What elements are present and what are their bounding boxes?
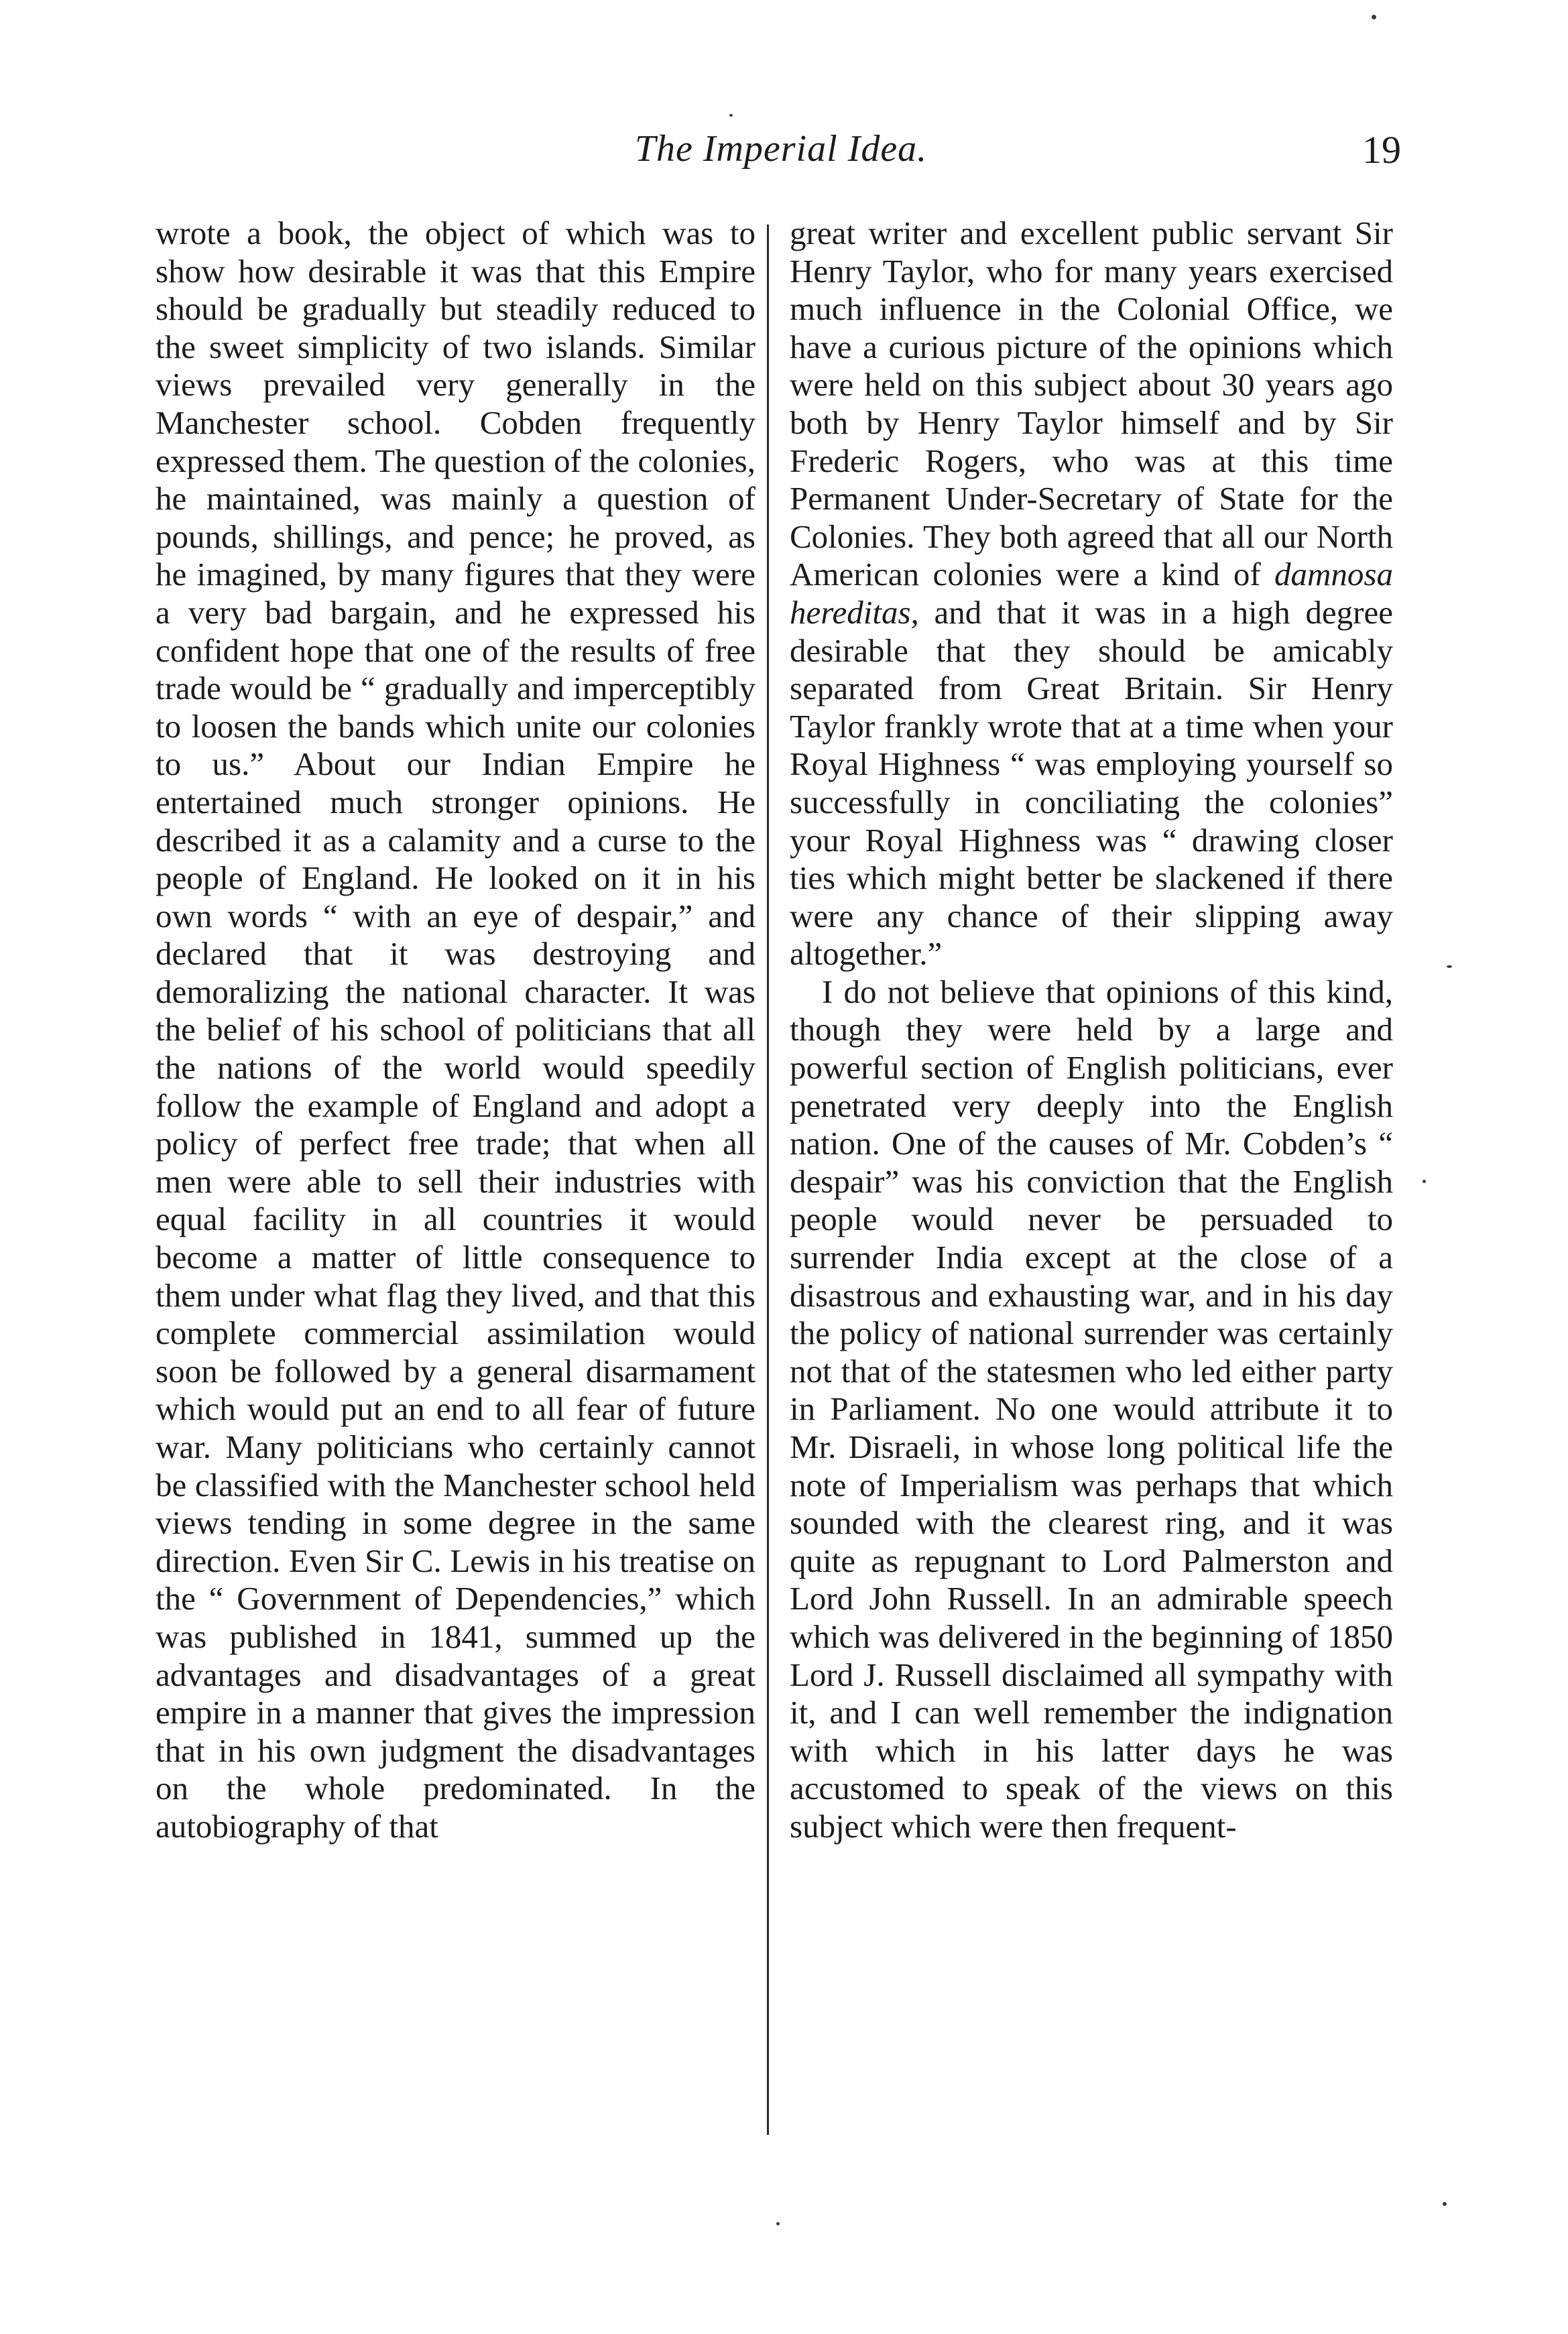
right-paragraph-1-part-b: and that it was in a high degree desirable that they should be amicably separated from Great Britain. Sir Henry Taylor frankly wrote that at a time when your Royal Highness “ was employing yourself so successfully in conciliating the colonies” your Royal Highness was “ drawing closer ties which might better be slackened if there were any chance of their slipping away altogether.” <box>790 593 1393 973</box>
running-head <box>154 113 1408 186</box>
scan-speck <box>729 114 733 117</box>
right-column <box>790 214 1393 1846</box>
latin-phrase: damnosa hereditas, <box>790 556 1393 631</box>
scan-speck <box>776 2222 780 2225</box>
scan-speck <box>1372 15 1376 19</box>
page-number: 19 <box>1362 128 1401 172</box>
running-title: The Imperial Idea. <box>634 128 928 170</box>
right-paragraph-1-part-a: great writer and excellent public servant Sir Henry Taylor, who for many years exercised much influence in the Colonial Office, we have a curious picture of the opinions which were held on this subject about 30 years ago both by Henry Taylor himself and by Sir Frederic Rogers, who was at this time Permanent Under-Secretary of State for the Colonies. They both agreed that all our North American colonies were a kind of <box>790 214 1393 593</box>
scan-speck <box>1443 2202 1447 2206</box>
scan-speck <box>1447 965 1452 968</box>
column-divider <box>767 225 769 2135</box>
left-column <box>156 214 756 1846</box>
right-paragraph-2: I do not believe that opinions of this kind, though they were held by a large and powerful section of English politicians, ever penetrated very deeply into the English nation. One of the causes of Mr. Cobden’s “ despair” was his conviction that the English people would never be persuaded to surrender India except at the close of a disastrous and exhausting war, and in his day the policy of national surrender was certainly not that of the statesmen who led either party in Parliament. No one would attribute it to Mr. Disraeli, in whose long political life the note of Imperialism was perhaps that which sounded with the clearest ring, and it was quite as repugnant to Lord Palmerston and Lord John Russell. In an admirable speech which was delivered in the beginning of 1850 Lord J. Russell disclaimed all sympathy with it, and I can well remember the indignation with which in his latter days he was accustomed to speak of the views on this subject which were then frequent- <box>790 973 1393 1845</box>
left-paragraph-1: wrote a book, the object of which was to show how desirable it was that this Empire should be gradually but steadily reduced to the sweet simplicity of two islands. Similar views prevailed very generally in the Manchester school. Cobden frequently expressed them. The question of the colonies, he maintained, was mainly a question of pounds, shillings, and pence; he proved, as he imagined, by many figures that they were a very bad bargain, and he expressed his confident hope that one of the results of free trade would be “ gradually and imperceptibly to loosen the bands which unite our colonies to us.” About our Indian Empire he entertained much stronger opinions. He described it as a calamity and a curse to the people of England. He looked on it in his own words “ with an eye of despair,” and declared that it was destroying and demoralizing the national character. It was the belief of his school of politicians that all the nations of the world would speedily follow the example of England and adopt a policy of perfect free trade; that when all men were able to sell their industries with equal facility in all countries it would become a matter of little consequence to them under what flag they lived, and that this complete commercial assimilation would soon be followed by a general disarmament which would put an end to all fear of future war. Many politicians who certainly cannot be classified with the Manchester school held views tending in some degree in the same direction. Even Sir C. Lewis in his treatise on the “ Government of Dependencies,” which was published in 1841, summed up the advantages and disadvantages of a great empire in a manner that gives the impression that in his own judgment the disadvantages on the whole predominated. In the autobiography of that <box>156 214 756 1845</box>
scan-speck <box>1423 1180 1426 1183</box>
right-paragraph-1 <box>790 214 1393 973</box>
